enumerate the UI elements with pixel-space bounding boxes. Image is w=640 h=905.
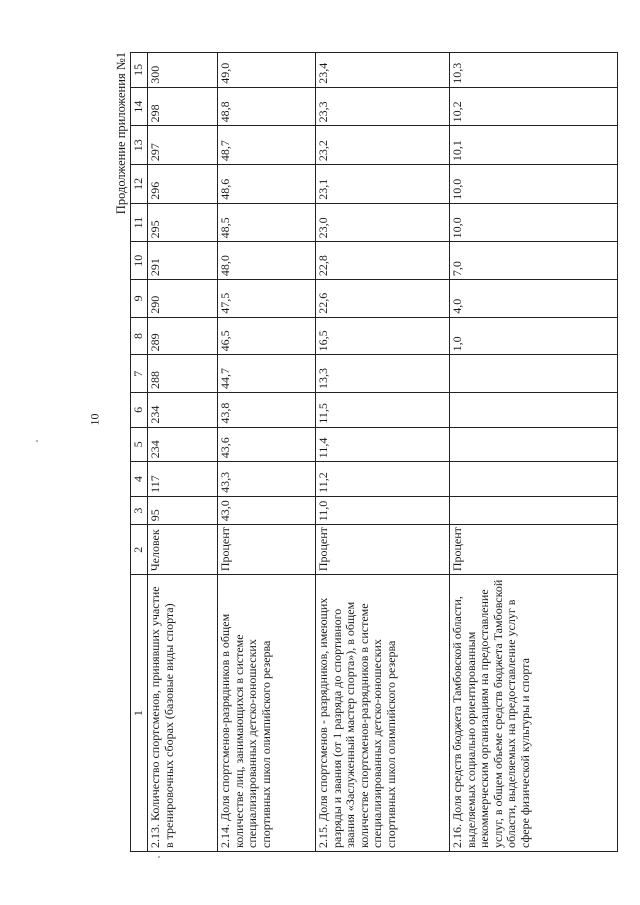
value-cell: 13,3 [316, 355, 450, 393]
value-cell: 48,5 [218, 203, 316, 242]
indicator-cell: 2.15. Доля спортсменов - разрядников, имеющих разряды и звания (от 1 разряда до спортивного звания «Заслуженный мастер спорта»), в общем количестве спортсменов-разрядников в системе специализированных детско-юношеских спортивных школ олимпийского резерва [316, 575, 450, 852]
column-number: 10 [131, 242, 148, 280]
value-cell: 11,0 [316, 496, 450, 524]
page-number: 10 [87, 413, 102, 426]
table-row [218, 53, 316, 852]
value-cell: 297 [148, 126, 218, 165]
column-number: 2 [131, 525, 148, 575]
value-cell: 23,4 [316, 53, 450, 88]
value-cell: 46,5 [218, 317, 316, 355]
value-cell: 298 [148, 87, 218, 126]
column-number: 12 [131, 165, 148, 204]
value-cell [450, 393, 618, 428]
unit-cell: Процент [316, 525, 450, 575]
column-number: 3 [131, 496, 148, 524]
value-cell: 48,0 [218, 242, 316, 280]
column-number: 9 [131, 280, 148, 318]
unit-cell: Процент [450, 525, 618, 575]
column-number: 1 [131, 575, 148, 852]
value-cell: 22,6 [316, 280, 450, 318]
column-number: 13 [131, 126, 148, 165]
column-number: 15 [131, 53, 148, 88]
value-cell [450, 462, 618, 497]
column-number: 8 [131, 317, 148, 355]
column-number: 7 [131, 355, 148, 393]
value-cell: 43,3 [218, 462, 316, 497]
column-number: 5 [131, 427, 148, 462]
value-cell: 291 [148, 242, 218, 280]
value-cell: 117 [148, 462, 218, 497]
value-cell: 23,0 [316, 203, 450, 242]
scan-speck [158, 856, 160, 858]
value-cell: 23,1 [316, 165, 450, 204]
value-cell: 16,5 [316, 317, 450, 355]
indicators-table [130, 52, 618, 852]
value-cell: 296 [148, 165, 218, 204]
value-cell: 11,5 [316, 393, 450, 428]
value-cell: 48,6 [218, 165, 316, 204]
table-row [148, 53, 218, 852]
header-row [131, 53, 148, 852]
value-cell: 23,2 [316, 126, 450, 165]
indicator-cell: 2.14. Доля спортсменов-разрядников в общем количестве лиц, занимающихся в системе специализированных детско-юношеских спортивных школ олимпийского резерва [218, 575, 316, 852]
value-cell: 7,0 [450, 242, 618, 280]
value-cell: 43,0 [218, 496, 316, 524]
value-cell: 10,3 [450, 53, 618, 88]
value-cell: 290 [148, 280, 218, 318]
unit-cell: Человек [148, 525, 218, 575]
scan-speck [36, 440, 38, 442]
value-cell: 10,1 [450, 126, 618, 165]
value-cell: 48,7 [218, 126, 316, 165]
table-row [450, 53, 618, 852]
table-caption: Продолжение приложения №1 [114, 52, 128, 215]
indicator-cell: 2.13. Количество спортсменов, принявших участие в тренировочных сборах (базовые виды спорта) [148, 575, 218, 852]
column-number: 4 [131, 462, 148, 497]
value-cell: 44,7 [218, 355, 316, 393]
value-cell: 234 [148, 427, 218, 462]
column-number: 11 [131, 203, 148, 242]
column-number: 6 [131, 393, 148, 428]
value-cell: 234 [148, 393, 218, 428]
column-number: 14 [131, 87, 148, 126]
value-cell [450, 496, 618, 524]
table-row [316, 53, 450, 852]
value-cell: 48,8 [218, 87, 316, 126]
value-cell [450, 427, 618, 462]
value-cell: 10,0 [450, 165, 618, 204]
value-cell: 295 [148, 203, 218, 242]
value-cell: 43,8 [218, 393, 316, 428]
value-cell: 10,0 [450, 203, 618, 242]
value-cell: 1,0 [450, 317, 618, 355]
rotated-page [114, 52, 630, 852]
value-cell: 47,5 [218, 280, 316, 318]
value-cell [450, 355, 618, 393]
value-cell: 288 [148, 355, 218, 393]
value-cell: 11,2 [316, 462, 450, 497]
value-cell: 22,8 [316, 242, 450, 280]
value-cell: 11,4 [316, 427, 450, 462]
value-cell: 10,2 [450, 87, 618, 126]
unit-cell: Процент [218, 525, 316, 575]
value-cell: 4,0 [450, 280, 618, 318]
value-cell: 300 [148, 53, 218, 88]
value-cell: 95 [148, 496, 218, 524]
value-cell: 23,3 [316, 87, 450, 126]
value-cell: 289 [148, 317, 218, 355]
value-cell: 43,6 [218, 427, 316, 462]
indicator-cell: 2.16. Доля средств бюджета Тамбовской области, выделяемых социально ориентированным некоммерческим организациям на предоставление услуг, в общем объеме средств бюджета Тамбовской области, выделяемых на предоставление услуг в сфере физической культуры и спорта [450, 575, 618, 852]
value-cell: 49,0 [218, 53, 316, 88]
